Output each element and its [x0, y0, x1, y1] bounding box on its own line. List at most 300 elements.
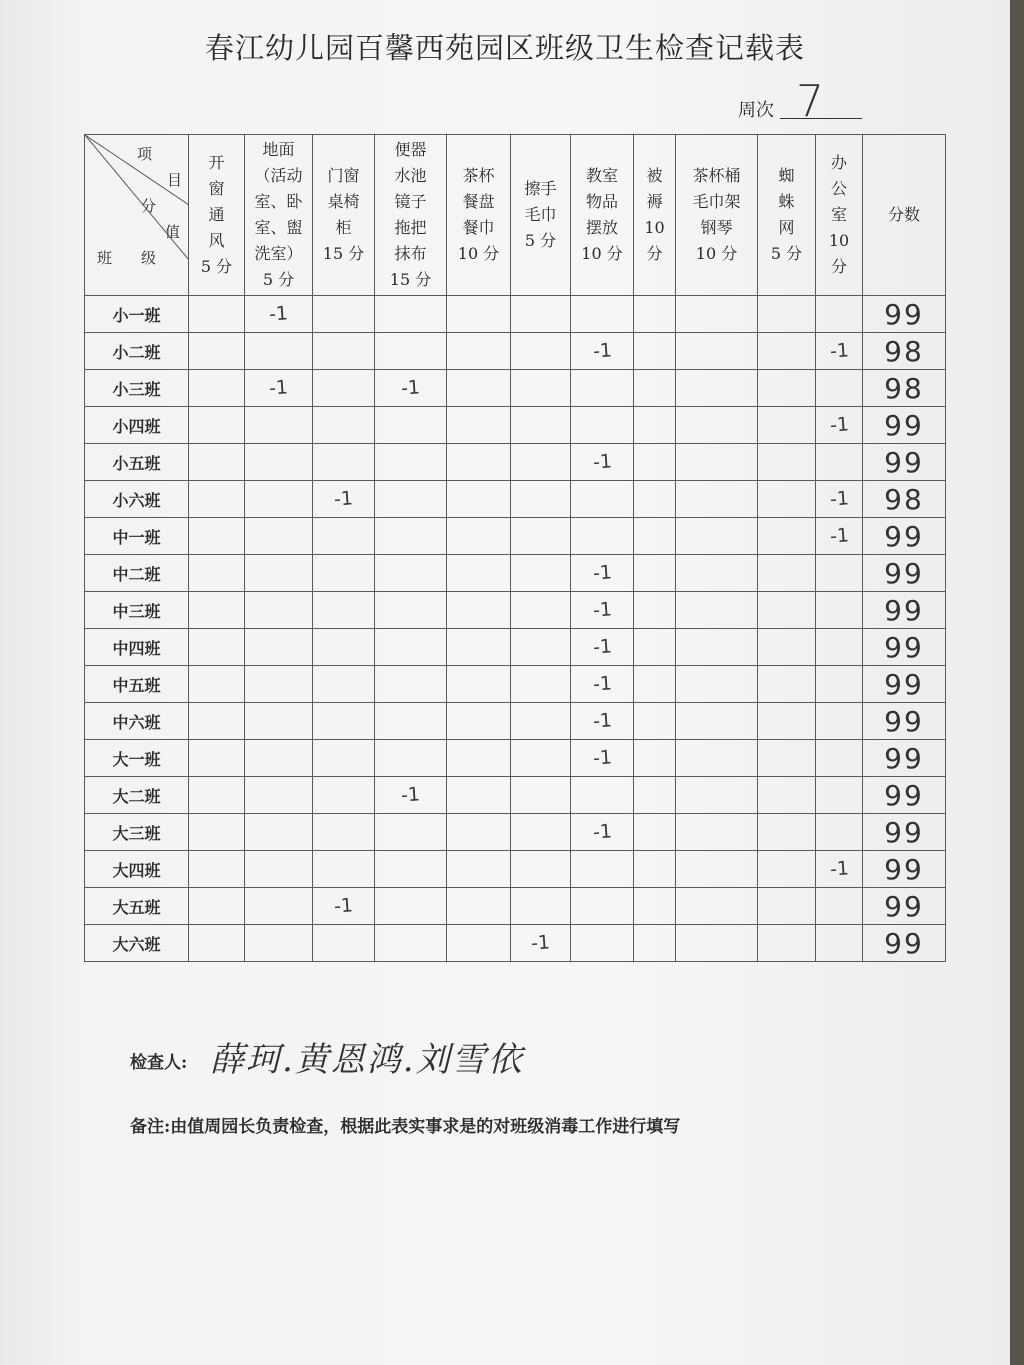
- deduction-cell: [447, 629, 511, 666]
- column-header-line: 窗: [208, 179, 225, 198]
- table-row: [85, 814, 946, 851]
- column-header-line: 15 分: [322, 244, 365, 263]
- table-row: [85, 481, 946, 518]
- deduction-cell: [758, 740, 816, 777]
- deduction-cell: [313, 629, 375, 666]
- score-cell: [863, 370, 946, 407]
- deduction-cell: [375, 407, 447, 444]
- deduction-cell: [676, 740, 758, 777]
- inspector-signature: 薛珂.黄恩鸿.刘雪依: [210, 1040, 524, 1080]
- column-header-line: 5 分: [770, 244, 803, 263]
- deduction-cell: [245, 814, 313, 851]
- column-header-line: 风: [208, 231, 225, 250]
- deduction-value: -1: [828, 339, 850, 363]
- score-cell: [863, 481, 946, 518]
- deduction-cell: [313, 407, 375, 444]
- deduction-cell: [634, 333, 676, 370]
- score-cell: [863, 666, 946, 703]
- deduction-cell: [816, 407, 863, 444]
- score-value: 99: [884, 297, 924, 331]
- deduction-cell: [447, 777, 511, 814]
- deduction-cell: [189, 888, 245, 925]
- deduction-cell: [375, 370, 447, 407]
- deduction-cell: [511, 555, 571, 592]
- table-row: [85, 333, 946, 370]
- deduction-cell: [634, 481, 676, 518]
- deduction-cell: [245, 296, 313, 333]
- deduction-cell: [571, 851, 634, 888]
- deduction-cell: [758, 444, 816, 481]
- deduction-value: -1: [400, 783, 421, 807]
- column-header-line: 餐盘: [462, 192, 495, 211]
- column-header-line: 抹布: [394, 244, 427, 263]
- score-value: 99: [884, 630, 924, 664]
- column-header-line: 柜: [335, 218, 352, 237]
- deduction-cell: [313, 851, 375, 888]
- corner-item2-label: 目: [167, 171, 183, 189]
- deduction-cell: [816, 851, 863, 888]
- notes-text: 由值周园长负责检查，根据此表实事求是的对班级消毒工作进行填写: [170, 1117, 681, 1137]
- score-cell: [863, 925, 946, 962]
- column-header-line: 地面: [262, 140, 295, 159]
- deduction-cell: [447, 925, 511, 962]
- deduction-value: -1: [828, 413, 850, 437]
- deduction-cell: [758, 296, 816, 333]
- deduction-value: -1: [828, 524, 850, 548]
- deduction-cell: [511, 925, 571, 962]
- deduction-cell: [189, 444, 245, 481]
- deduction-cell: [676, 888, 758, 925]
- deduction-value: -1: [591, 672, 613, 696]
- deduction-cell: [634, 814, 676, 851]
- score-value: 99: [884, 667, 924, 701]
- score-cell: [863, 814, 946, 851]
- deduction-cell: [189, 777, 245, 814]
- column-header-line: 5 分: [200, 257, 233, 276]
- deduction-cell: [511, 370, 571, 407]
- deduction-cell: [511, 777, 571, 814]
- deduction-cell: [758, 555, 816, 592]
- notes: [130, 1112, 680, 1137]
- deduction-cell: [375, 925, 447, 962]
- inspection-table: [84, 134, 946, 962]
- column-header-line: 物品: [585, 192, 618, 211]
- deduction-cell: [676, 333, 758, 370]
- corner-class-label: 班: [97, 249, 113, 267]
- deduction-cell: [634, 407, 676, 444]
- column-header-line: 通: [208, 205, 225, 224]
- column-header-line: 5 分: [524, 231, 557, 250]
- table-row: [85, 703, 946, 740]
- deduction-cell: [313, 518, 375, 555]
- deduction-cell: [571, 555, 634, 592]
- deduction-value: -1: [591, 450, 613, 474]
- deduction-cell: [447, 814, 511, 851]
- deduction-cell: [245, 481, 313, 518]
- deduction-value: -1: [530, 931, 551, 955]
- table-row: [85, 925, 946, 962]
- deduction-cell: [634, 444, 676, 481]
- deduction-value: -1: [333, 894, 354, 918]
- score-cell: [863, 740, 946, 777]
- table-row: [85, 666, 946, 703]
- column-header: [375, 135, 447, 296]
- score-value: 98: [884, 482, 924, 516]
- deduction-cell: [571, 333, 634, 370]
- deduction-cell: [245, 333, 313, 370]
- deduction-cell: [676, 703, 758, 740]
- deduction-cell: [189, 333, 245, 370]
- column-header-line: 被: [646, 166, 663, 185]
- table-row: [85, 888, 946, 925]
- deduction-cell: [447, 296, 511, 333]
- deduction-cell: [758, 814, 816, 851]
- notes-label: 备注:: [130, 1117, 171, 1137]
- deduction-cell: [189, 629, 245, 666]
- deduction-cell: [447, 481, 511, 518]
- deduction-cell: [511, 629, 571, 666]
- deduction-cell: [245, 925, 313, 962]
- deduction-cell: [189, 814, 245, 851]
- class-name-cell: 小三班: [85, 370, 189, 407]
- deduction-cell: [511, 851, 571, 888]
- deduction-value: -1: [591, 709, 613, 733]
- deduction-cell: [816, 518, 863, 555]
- column-header-line: 褥: [646, 192, 663, 211]
- deduction-cell: [816, 740, 863, 777]
- column-header-line: 擦手: [524, 179, 557, 198]
- score-value: 99: [884, 593, 924, 627]
- deduction-cell: [189, 518, 245, 555]
- class-name-cell: 大二班: [85, 777, 189, 814]
- deduction-cell: [313, 370, 375, 407]
- deduction-cell: [375, 851, 447, 888]
- deduction-cell: [634, 777, 676, 814]
- score-value: 99: [884, 445, 924, 479]
- deduction-value: -1: [591, 598, 613, 622]
- deduction-cell: [511, 703, 571, 740]
- column-header-line: 10 分: [695, 244, 738, 263]
- deduction-cell: [758, 703, 816, 740]
- deduction-cell: [676, 592, 758, 629]
- deduction-cell: [375, 333, 447, 370]
- deduction-cell: [816, 777, 863, 814]
- deduction-cell: [758, 851, 816, 888]
- column-header: [189, 135, 245, 296]
- deduction-cell: [816, 481, 863, 518]
- deduction-cell: [245, 370, 313, 407]
- deduction-cell: [816, 296, 863, 333]
- deduction-cell: [571, 407, 634, 444]
- table-row: [85, 407, 946, 444]
- deduction-cell: [571, 629, 634, 666]
- deduction-cell: [634, 296, 676, 333]
- deduction-cell: [245, 518, 313, 555]
- deduction-cell: [189, 592, 245, 629]
- score-cell: [863, 518, 946, 555]
- corner-header-cell: [85, 135, 189, 296]
- deduction-cell: [676, 518, 758, 555]
- deduction-cell: [634, 925, 676, 962]
- deduction-cell: [189, 481, 245, 518]
- score-cell: [863, 555, 946, 592]
- deduction-cell: [511, 481, 571, 518]
- deduction-cell: [447, 444, 511, 481]
- deduction-cell: [511, 296, 571, 333]
- column-header: [634, 135, 676, 296]
- score-value: 99: [884, 889, 924, 923]
- score-cell: [863, 296, 946, 333]
- deduction-cell: [245, 629, 313, 666]
- score-value: 99: [884, 815, 924, 849]
- deduction-cell: [375, 740, 447, 777]
- deduction-value: -1: [828, 857, 850, 881]
- deduction-cell: [634, 703, 676, 740]
- score-value: 99: [884, 778, 924, 812]
- deduction-value: -1: [591, 561, 613, 585]
- deduction-cell: [245, 740, 313, 777]
- column-header-line: 蜘: [778, 166, 795, 185]
- deduction-cell: [676, 777, 758, 814]
- deduction-cell: [447, 666, 511, 703]
- deduction-cell: [447, 592, 511, 629]
- deduction-cell: [313, 740, 375, 777]
- column-header-line: 开: [208, 153, 225, 172]
- class-name-cell: 小五班: [85, 444, 189, 481]
- deduction-cell: [245, 407, 313, 444]
- score-value: 99: [884, 519, 924, 553]
- deduction-cell: [634, 592, 676, 629]
- deduction-cell: [634, 518, 676, 555]
- deduction-cell: [447, 407, 511, 444]
- deduction-cell: [571, 925, 634, 962]
- class-name-cell: 小一班: [85, 296, 189, 333]
- column-header: [816, 135, 863, 296]
- class-name-cell: 中六班: [85, 703, 189, 740]
- corner-score-label: 分: [141, 197, 157, 215]
- deduction-value: -1: [400, 376, 421, 400]
- deduction-cell: [313, 555, 375, 592]
- deduction-cell: [189, 925, 245, 962]
- column-header-line: 洗室）: [254, 244, 303, 263]
- deduction-cell: [189, 407, 245, 444]
- column-header-line: 公: [830, 179, 847, 198]
- deduction-cell: [758, 925, 816, 962]
- deduction-value: -1: [591, 339, 613, 363]
- deduction-cell: [313, 333, 375, 370]
- column-header-line: 镜子: [394, 192, 427, 211]
- deduction-cell: [676, 481, 758, 518]
- deduction-cell: [758, 407, 816, 444]
- deduction-cell: [816, 444, 863, 481]
- deduction-value: -1: [591, 820, 613, 844]
- deduction-cell: [571, 888, 634, 925]
- score-value: 99: [884, 852, 924, 886]
- column-header-line: 15 分: [389, 270, 432, 289]
- deduction-cell: [245, 777, 313, 814]
- column-header-line: 分: [646, 244, 663, 263]
- deduction-cell: [816, 888, 863, 925]
- deduction-cell: [313, 703, 375, 740]
- deduction-cell: [571, 666, 634, 703]
- column-header-line: 蛛: [778, 192, 795, 211]
- deduction-cell: [676, 555, 758, 592]
- deduction-cell: [375, 703, 447, 740]
- deduction-cell: [816, 333, 863, 370]
- deduction-cell: [816, 666, 863, 703]
- deduction-cell: [571, 814, 634, 851]
- deduction-cell: [758, 629, 816, 666]
- deduction-cell: [634, 888, 676, 925]
- deduction-cell: [634, 740, 676, 777]
- class-name-cell: 小四班: [85, 407, 189, 444]
- deduction-cell: [189, 555, 245, 592]
- class-name-cell: 中二班: [85, 555, 189, 592]
- deduction-cell: [375, 666, 447, 703]
- deduction-cell: [676, 296, 758, 333]
- deduction-cell: [245, 888, 313, 925]
- table-row: [85, 555, 946, 592]
- deduction-value: -1: [591, 746, 613, 770]
- deduction-cell: [245, 851, 313, 888]
- deduction-cell: [375, 481, 447, 518]
- week-value: 7: [796, 76, 824, 127]
- table-row: [85, 851, 946, 888]
- class-name-cell: 大一班: [85, 740, 189, 777]
- column-header-line: 茶杯桶: [692, 166, 741, 185]
- deduction-cell: [758, 592, 816, 629]
- table-row: [85, 370, 946, 407]
- score-cell: [863, 444, 946, 481]
- class-name-cell: 中一班: [85, 518, 189, 555]
- deduction-cell: [758, 333, 816, 370]
- score-cell: [863, 592, 946, 629]
- deduction-cell: [375, 555, 447, 592]
- deduction-cell: [245, 666, 313, 703]
- score-value: 99: [884, 408, 924, 442]
- deduction-cell: [375, 888, 447, 925]
- deduction-cell: [816, 592, 863, 629]
- deduction-cell: [511, 592, 571, 629]
- score-value: 99: [884, 926, 924, 960]
- column-header-line: 室、盥: [254, 218, 303, 237]
- deduction-cell: [571, 296, 634, 333]
- deduction-cell: [571, 592, 634, 629]
- deduction-cell: [447, 851, 511, 888]
- column-header-line: 分数: [887, 205, 920, 224]
- deduction-cell: [511, 333, 571, 370]
- deduction-cell: [447, 518, 511, 555]
- column-header-line: 摆放: [585, 218, 618, 237]
- deduction-cell: [511, 740, 571, 777]
- deduction-cell: [676, 666, 758, 703]
- deduction-cell: [571, 370, 634, 407]
- column-header-line: （活动: [254, 166, 303, 185]
- score-value: 98: [884, 334, 924, 368]
- column-header-line: 10 分: [457, 244, 500, 263]
- column-header-line: 室、卧: [254, 192, 303, 211]
- deduction-cell: [189, 703, 245, 740]
- background-edge: [1010, 0, 1024, 1365]
- deduction-cell: [375, 777, 447, 814]
- score-cell: [863, 851, 946, 888]
- deduction-cell: [375, 629, 447, 666]
- deduction-cell: [189, 296, 245, 333]
- deduction-cell: [313, 814, 375, 851]
- column-header-line: 拖把: [394, 218, 427, 237]
- class-name-cell: 小二班: [85, 333, 189, 370]
- table-row: [85, 740, 946, 777]
- deduction-cell: [571, 777, 634, 814]
- deduction-value: -1: [591, 635, 613, 659]
- deduction-cell: [189, 851, 245, 888]
- deduction-cell: [511, 814, 571, 851]
- deduction-cell: [571, 740, 634, 777]
- deduction-cell: [375, 518, 447, 555]
- column-header-line: 水池: [394, 166, 427, 185]
- deduction-cell: [375, 444, 447, 481]
- table-row: [85, 592, 946, 629]
- deduction-cell: [816, 814, 863, 851]
- corner-score2-label: 值: [165, 223, 181, 241]
- column-header-line: 茶杯: [462, 166, 495, 185]
- deduction-cell: [375, 296, 447, 333]
- column-header: [313, 135, 375, 296]
- deduction-cell: [245, 555, 313, 592]
- deduction-value: -1: [268, 302, 289, 326]
- deduction-cell: [447, 740, 511, 777]
- table-row: [85, 777, 946, 814]
- score-value: 99: [884, 556, 924, 590]
- column-header-line: 钢琴: [700, 218, 733, 237]
- column-header: [447, 135, 511, 296]
- deduction-cell: [313, 888, 375, 925]
- deduction-cell: [313, 666, 375, 703]
- column-header-line: 餐巾: [462, 218, 495, 237]
- deduction-cell: [511, 518, 571, 555]
- form-title: 春江幼儿园百馨西苑园区班级卫生检查记载表: [204, 31, 805, 65]
- score-cell: [863, 407, 946, 444]
- deduction-cell: [447, 555, 511, 592]
- deduction-cell: [758, 777, 816, 814]
- deduction-cell: [511, 444, 571, 481]
- class-name-cell: 大六班: [85, 925, 189, 962]
- column-header: [758, 135, 816, 296]
- deduction-cell: [313, 296, 375, 333]
- deduction-cell: [758, 666, 816, 703]
- table-row: [85, 629, 946, 666]
- column-header-line: 10: [828, 231, 850, 250]
- column-header: [676, 135, 758, 296]
- deduction-cell: [634, 666, 676, 703]
- column-header: [571, 135, 634, 296]
- column-header-line: 分: [830, 257, 847, 276]
- deduction-cell: [634, 370, 676, 407]
- column-header: [863, 135, 946, 296]
- deduction-cell: [313, 777, 375, 814]
- column-header-line: 教室: [585, 166, 618, 185]
- column-header-line: 门窗: [327, 166, 360, 185]
- deduction-cell: [447, 888, 511, 925]
- deduction-cell: [511, 888, 571, 925]
- deduction-cell: [816, 925, 863, 962]
- column-header-line: 毛巾: [524, 205, 557, 224]
- deduction-cell: [189, 740, 245, 777]
- column-header-line: 10: [644, 218, 665, 237]
- table-body: [85, 296, 946, 962]
- deduction-value: -1: [333, 487, 354, 511]
- deduction-cell: [758, 518, 816, 555]
